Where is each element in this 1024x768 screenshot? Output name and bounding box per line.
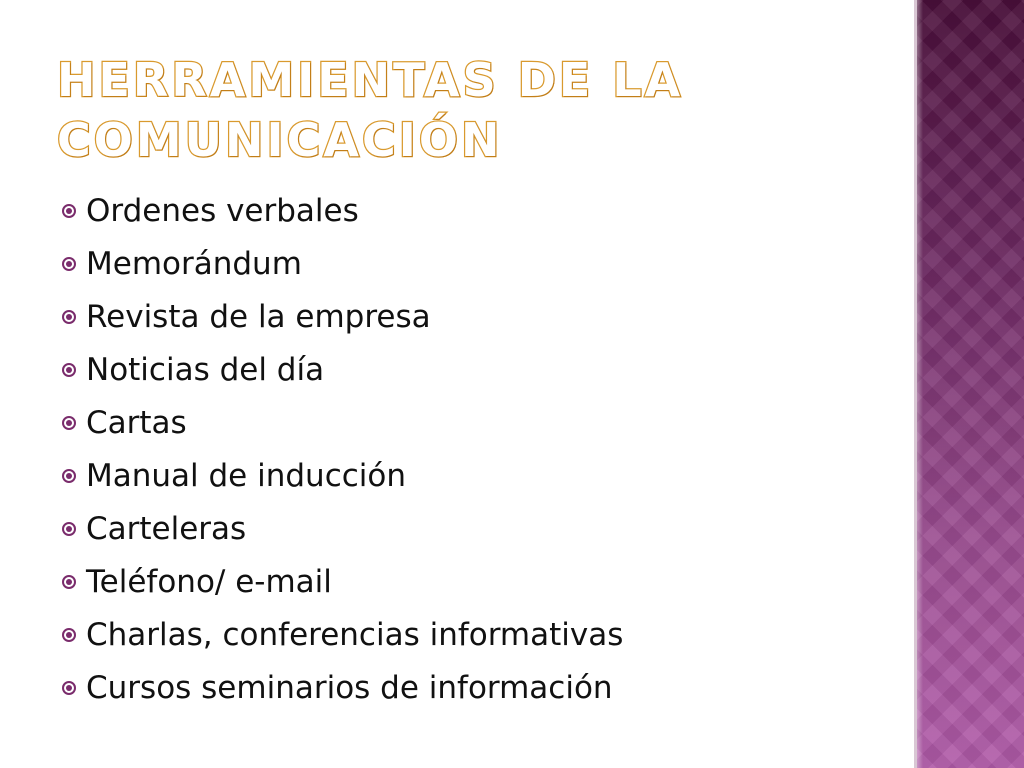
- circle-dot-icon: [62, 204, 76, 218]
- list-item: [62, 290, 623, 343]
- list-item-text: Ordenes verbales: [86, 192, 359, 229]
- list-item-text: Memorándum: [86, 245, 302, 282]
- circle-dot-icon: [62, 363, 76, 377]
- circle-dot-icon: [62, 469, 76, 483]
- list-item: [62, 502, 623, 555]
- list-item-text: Manual de inducción: [86, 457, 407, 494]
- list-item-text: Teléfono/ e-mail: [86, 563, 332, 600]
- list-item-text: Charlas, conferencias informativas: [86, 616, 624, 653]
- slide-title-line-2: COMUNICACIÓN: [57, 113, 503, 167]
- circle-dot-icon: [62, 681, 76, 695]
- list-item: [62, 608, 623, 661]
- circle-dot-icon: [62, 416, 76, 430]
- list-item: [62, 343, 623, 396]
- list-item: [62, 396, 623, 449]
- list-item: [62, 449, 623, 502]
- list-item-text: Cursos seminarios de información: [86, 669, 613, 706]
- slide-title-line-1: HERRAMIENTAS DE LA: [57, 53, 684, 107]
- decorative-side-band: [914, 0, 1024, 768]
- list-item-text: Noticias del día: [86, 351, 325, 388]
- list-item: [62, 661, 623, 714]
- list-item-text: Cartas: [86, 404, 187, 441]
- circle-dot-icon: [62, 628, 76, 642]
- list-item-text: Carteleras: [86, 510, 247, 547]
- circle-dot-icon: [62, 522, 76, 536]
- bullet-list: [62, 184, 623, 714]
- list-item: [62, 184, 623, 237]
- circle-dot-icon: [62, 575, 76, 589]
- slide-title: [57, 50, 897, 170]
- circle-dot-icon: [62, 257, 76, 271]
- list-item-text: Revista de la empresa: [86, 298, 431, 335]
- list-item: [62, 237, 623, 290]
- list-item: [62, 555, 623, 608]
- circle-dot-icon: [62, 310, 76, 324]
